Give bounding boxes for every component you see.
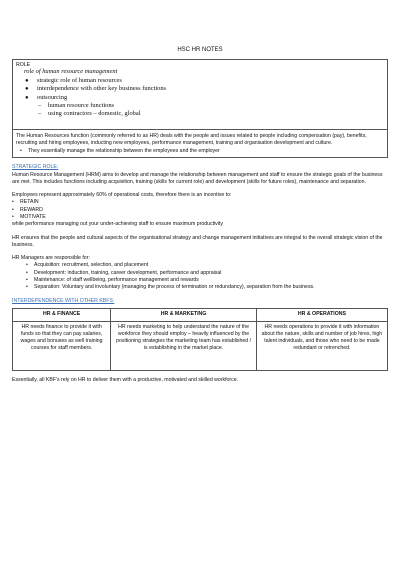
- list-item: • Acquisition: recruitment, selection, and placement: [26, 262, 149, 269]
- bullet-icon: •: [26, 269, 28, 276]
- dash-icon: –: [38, 110, 42, 118]
- intro-bullet: • They essentially manage the relationship between the employees and the employer: [20, 147, 220, 154]
- bullet-icon: ●: [25, 94, 29, 101]
- intro-text: The Human Resources function (commonly referred to as HR) deals with the people and issues related to people including compensation (pay), benefits, recruiting and hiring employees, inducting new employees, performance management, training and organisation development and culture.: [16, 133, 367, 147]
- list-item: ● interdependence with other key business functions: [25, 85, 167, 93]
- bullet-icon: •: [12, 206, 14, 213]
- section-heading: INTERDEPENDENCE WITH OTHER KBFS:: [12, 297, 115, 304]
- list-item: • RETAIN: [12, 199, 39, 206]
- document-page: [12, 0, 388, 384]
- list-item: ● strategic role of human resources: [25, 77, 122, 84]
- list-item: • Maintenance: of staff wellbeing, performance management and rewards: [26, 277, 199, 284]
- paragraph: Employees represent approximately 60% of operational costs, therefore there is an incentive to:: [12, 192, 232, 199]
- dash-icon: –: [38, 101, 42, 109]
- paragraph: while performance managing out your under-achieving staff to ensure maximum productivity: [12, 221, 223, 228]
- syllabus-list: [16, 77, 385, 118]
- paragraph: HR Managers are responsible for:: [12, 255, 90, 262]
- list-item: ● outsourcing – human resource functions – using contractors – domestic, global: [16, 94, 385, 119]
- bullet-icon: •: [26, 262, 28, 269]
- role-box: [12, 59, 388, 158]
- incentive-list: [12, 199, 388, 221]
- column-header: HR & MARKETING: [111, 308, 257, 321]
- page-title: HSC HR NOTES: [177, 47, 223, 53]
- paragraph: Human Resource Management (HRM) aims to develop and manage the relationship between management and staff to ensure the strategic goals of the business are met. This includes functions including acquisition, training (skills for current role) and development (skills for future roles), maintenance and separation.: [12, 171, 383, 185]
- list-item: • Development: induction, training, career development, performance and appraisal: [26, 269, 222, 276]
- list-item: – using contractors – domestic, global: [38, 110, 141, 118]
- column-header: HR & OPERATIONS: [256, 308, 387, 321]
- list-item: • REWARD: [12, 206, 43, 213]
- syllabus-sublist: [37, 102, 385, 119]
- bullet-icon: •: [12, 199, 14, 206]
- closing-paragraph: Essentially, all KBF's rely on HR to deliver them with a productive, motivated and skilled workforce.: [12, 376, 239, 383]
- column-header: HR & FINANCE: [13, 308, 111, 321]
- syllabus-section: [13, 60, 387, 130]
- responsibility-list: [12, 262, 388, 291]
- table-cell: HR needs finance to provide it with funds so that they can pay salaries, wages and bonuses as well training courses for staff members.: [13, 321, 111, 370]
- bullet-icon: •: [26, 277, 28, 284]
- kbf-table: [12, 308, 388, 371]
- strategic-section: [12, 164, 388, 384]
- section-heading: STRATEGIC ROLE:: [12, 164, 59, 171]
- bullet-icon: ●: [25, 86, 29, 93]
- table-cell: HR needs marketing to help understand the nature of the workforce they should employ – heavily influenced by the positioning strategies the marketing team has established / is establishing in the market place.: [111, 321, 257, 370]
- list-item: • Separation: Voluntary and involuntary (managing the process of termination or redundancy), separation from the business.: [26, 284, 315, 291]
- role-heading: ROLE: [16, 62, 31, 68]
- table-cell: HR needs operations to provide it with information about the nature, skills and number of job hires, high talent individuals, and those who need to be made redundant or retrenched.: [256, 321, 387, 370]
- role-subheading: role of human resource management: [24, 68, 118, 75]
- paragraph: HR ensures that the people and cultural aspects of the organisational strategy and change management initiatives are integral to the overall strategic vision of the business.: [12, 234, 383, 248]
- intro-section: [13, 130, 387, 157]
- table-row: [13, 321, 388, 370]
- bullet-icon: •: [26, 284, 28, 291]
- bullet-icon: •: [12, 214, 14, 220]
- bullet-icon: ●: [25, 78, 29, 84]
- list-item: • MOTIVATE: [12, 214, 46, 220]
- list-item: – human resource functions: [38, 101, 115, 109]
- bullet-icon: •: [20, 147, 22, 154]
